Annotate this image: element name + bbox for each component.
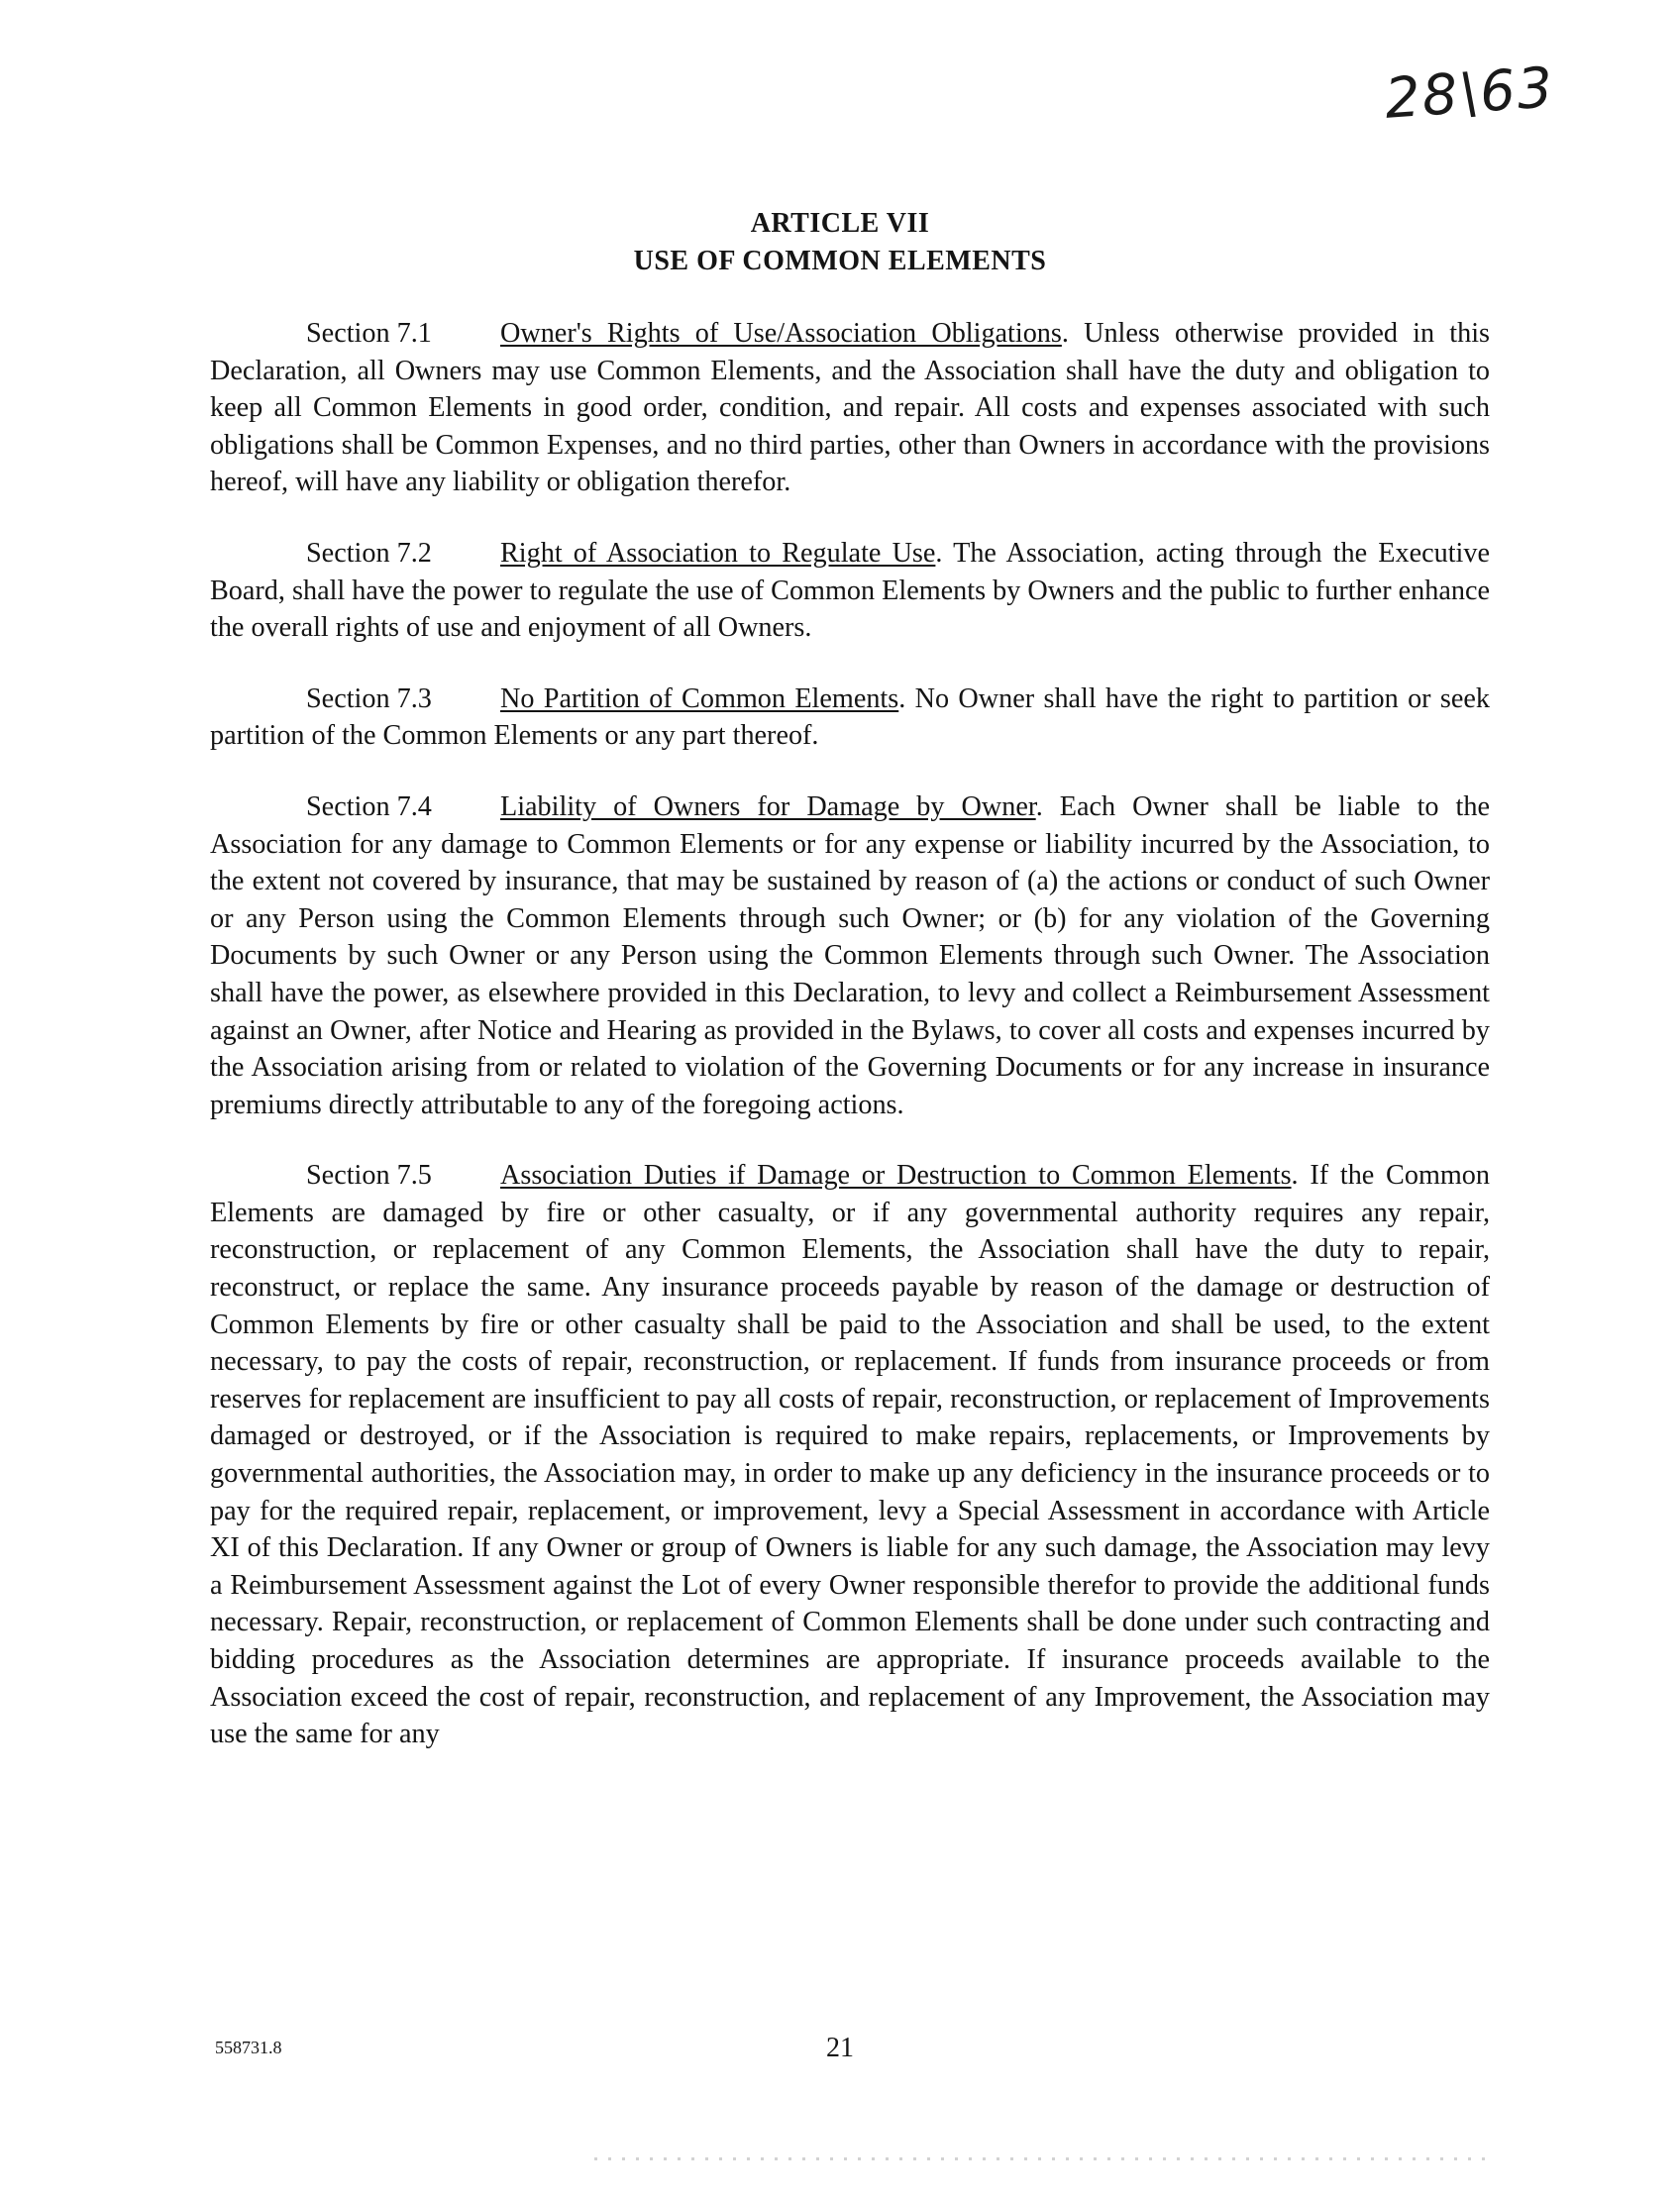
section-title: Liability of Owners for Damage by Owner	[500, 790, 1036, 822]
section-number: Section 7.1	[306, 318, 432, 349]
section-text: . No Owner shall have the right to partition or seek partition of the Common Elements or any part thereof.	[210, 682, 1490, 752]
document-body	[210, 315, 1490, 1787]
section-text: . Each Owner shall be liable to the Association for any damage to Common Elements or for any expense or liability incurred by the Association, to the extent not covered by insurance, that may be sustained by reason of (a) the actions or conduct of such Owner or any Person using the Common Elements through such Owner; or (b) for any violation of the Governing Documents by such Owner or any Person using the Common Elements through such Owner. The Association shall have the power, as elsewhere provided in this Declaration, to levy and collect a Reimbursement Assessment against an Owner, after Notice and Hearing as provided in the Bylaws, to cover all costs and expenses incurred by the Association arising from or related to violation of the Governing Documents or for any increase in insurance premiums directly attributable to any of the foregoing actions.	[210, 790, 1490, 1120]
section-number: Section 7.4	[306, 790, 432, 822]
handwritten-annotation: 28\63	[1382, 55, 1557, 132]
section-title: Owner's Rights of Use/Association Obligations	[500, 318, 1062, 349]
document-code: 558731.8	[215, 2038, 282, 2057]
section-title: No Partition of Common Elements	[500, 682, 899, 714]
section-7-5	[210, 1157, 1490, 1753]
section-title: Right of Association to Regulate Use	[500, 537, 936, 569]
section-text: . If the Common Elements are damaged by fire or other casualty, or if any governmental authority requires any repair, reconstruction, or replacement of any Common Elements, the Association shall have the duty to repair, reconstruct, or replace the same. Any insurance proceeds payable by reason of the damage or destruction of Common Elements by fire or other casualty shall be paid to the Association and shall be used, to the extent necessary, to pay the costs of repair, reconstruction, or replacement. If funds from insurance proceeds or from reserves for replacement are insufficient to pay all costs of repair, reconstruction, or replacement of Improvements damaged or destroyed, or if the Association is required to make repairs, replacements, or Improvements by governmental authorities, the Association may, in order to make up any deficiency in the insurance proceeds or to pay for the required repair, replacement, or improvement, levy a Special Assessment in accordance with Article XI of this Declaration. If any Owner or group of Owners is liable for any such damage, the Association may levy a Reimbursement Assessment against the Lot of every Owner responsible therefor to provide the additional funds necessary. Repair, reconstruction, or replacement of Common Elements shall be done under such contracting and bidding procedures as the Association determines are appropriate. If insurance proceeds available to the Association exceed the cost of repair, reconstruction, and replacement of any Improvement, the Association may use the same for any	[210, 1160, 1490, 1750]
article-number: ARTICLE VII	[750, 208, 930, 239]
section-text: . Unless otherwise provided in this Declaration, all Owners may use Common Elements, and the Association shall have the duty and obligation to keep all Common Elements in good order, condition, and repair. All costs and expenses associated with such obligations shall be Common Expenses, and no third parties, other than Owners in accordance with the provisions hereof, will have any liability or obligation therefor.	[210, 318, 1490, 498]
section-number: Section 7.2	[306, 537, 432, 569]
section-number: Section 7.5	[306, 1160, 432, 1192]
section-title: Association Duties if Damage or Destruction to Common Elements	[500, 1160, 1292, 1192]
section-7-4	[210, 788, 1490, 1123]
scan-artifact	[594, 2157, 1486, 2160]
article-title: USE OF COMMON ELEMENTS	[633, 246, 1047, 276]
section-7-2	[210, 535, 1490, 647]
section-7-1	[210, 315, 1490, 501]
page-number: 21	[826, 2033, 854, 2063]
section-number: Section 7.3	[306, 682, 432, 714]
section-7-3	[210, 681, 1490, 755]
section-text: . The Association, acting through the Executive Board, shall have the power to regulate the use of Common Elements by Owners and the public to further enhance the overall rights of use and enjoyment of all Owners.	[210, 537, 1490, 644]
